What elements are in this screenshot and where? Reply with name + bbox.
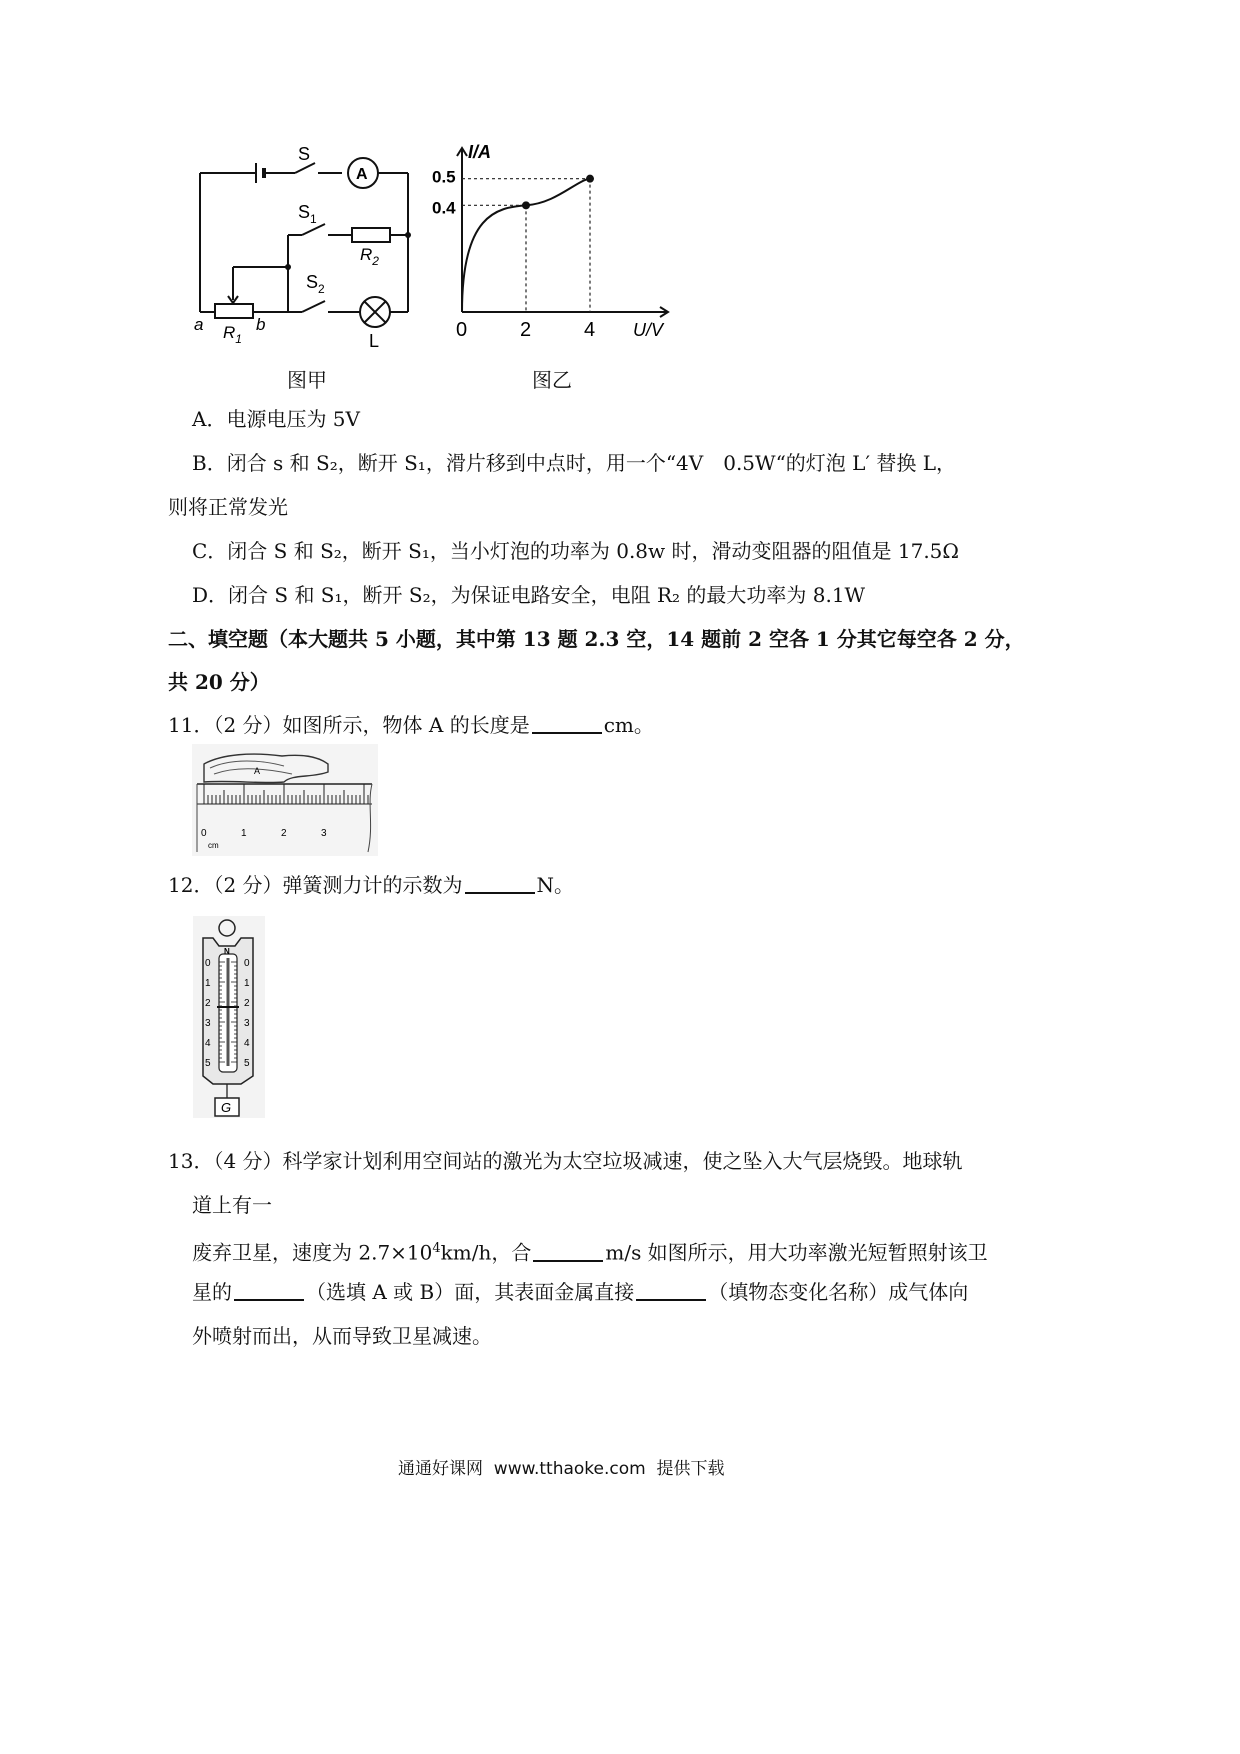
label-S2: S [306, 272, 319, 292]
question-13-line3: 废弃卫星，速度为 $2.7\times 10^4km/h$，合 m/s 如图所示，用大功率激光短暂照射该卫 [192, 1240, 988, 1265]
scale-label-left: 1 [205, 978, 211, 989]
question-13-line5: 外喷射而出，从而导致卫星减速。 [192, 1324, 492, 1348]
section2-heading-line2: 共 20 分） [168, 670, 270, 694]
question-13-line4: 星的 （选填 A 或 B）面，其表面金属直接 （填物态变化名称）成气体向 [192, 1280, 969, 1304]
label-S1: S [298, 202, 311, 222]
footer-source: 通通好课网 www.tthaoke.com 提供下载 [398, 1459, 725, 1479]
scale-label-left: 3 [205, 1018, 211, 1029]
svg-text:S2: $S_2$ [306, 272, 325, 296]
ruler-unit: cm [208, 841, 219, 850]
scale-label-right: 0 [244, 958, 250, 969]
svg-text:R2: $R_2$ [360, 245, 379, 268]
spring-scale-figure [193, 916, 265, 1118]
q11-answer-blank [532, 712, 602, 734]
scale-label-right: 1 [244, 978, 250, 989]
scale-label-left: 4 [205, 1038, 211, 1049]
x-tick-label: 0 [456, 319, 468, 341]
svg-text:S1: $S_1$ [298, 202, 317, 226]
fig-jia-caption: 图甲 [287, 368, 327, 392]
data-point [522, 201, 530, 209]
svg-text:R1: $R_1$ [223, 323, 242, 346]
fig-yi-caption: 图乙 [532, 368, 572, 392]
scale-unit: N [224, 947, 230, 956]
label-R1: R [223, 323, 236, 342]
scale-label-right: 5 [244, 1058, 250, 1069]
scale-label-left: 0 [205, 958, 211, 969]
scale-label-left: 5 [205, 1058, 211, 1069]
q12-answer-blank [465, 872, 535, 894]
y-tick-label: 0.4 [432, 198, 456, 218]
q13-blank-state-change [636, 1279, 706, 1301]
ruler-figure [192, 744, 378, 856]
label-a: a [194, 315, 204, 334]
x-tick-label: 4 [584, 319, 596, 341]
label-b: b [256, 315, 266, 334]
option-d: D．闭合 S 和 S₁，断开 S₂，为保证电路安全，电阻 R₂ 的最大功率为 8.1W [192, 583, 866, 607]
y-tick-label: 0.5 [432, 167, 456, 187]
option-c: C．闭合 S 和 S₂，断开 S₁，当小灯泡的功率为 0.8w 时，滑动变阻器的阻值是 17.5Ω [192, 539, 959, 563]
scale-label-right: 2 [244, 998, 250, 1009]
x-axis-label: U/V [633, 320, 664, 340]
ruler-label: 0 [201, 828, 207, 839]
scale-label-right: 4 [244, 1038, 250, 1049]
ruler-label: 3 [321, 828, 327, 839]
object-a-label: A [254, 766, 261, 776]
question-13-line1: 13．（4 分）科学家计划利用空间站的激光为太空垃圾减速，使之坠入大气层烧毁。地球轨 [168, 1149, 963, 1173]
label-S: S [298, 144, 311, 164]
scale-label-right: 3 [244, 1018, 250, 1029]
label-lamp: L [369, 331, 380, 351]
data-point [586, 175, 594, 183]
ruler-label: 2 [281, 828, 287, 839]
section2-heading-line1: 二、填空题（本大题共 5 小题，其中第 13 题 2.3 空，14 题前 2 空各 1 分其它每空各 2 分， [168, 627, 1025, 651]
y-axis-label: I/A [468, 142, 492, 162]
scale-label-left: 2 [205, 998, 211, 1009]
label-ammeter: A [356, 166, 368, 183]
ruler-label: 1 [241, 828, 247, 839]
option-b-line1: B．闭合 s 和 S₂，断开 S₁，滑片移到中点时，用一个“4V 0.5W“的灯泡 L′ 替换 L， [192, 451, 956, 475]
question-13-line2: 道上有一 [192, 1193, 272, 1217]
question-11: 11．（2 分）如图所示，物体 A 的长度是 cm。 [168, 713, 654, 737]
iu-graph [430, 140, 690, 380]
label-R2: R [360, 245, 373, 264]
q13-blank-speed [533, 1240, 603, 1262]
option-a: A．电源电压为 5V [192, 407, 360, 431]
option-b-line2: 则将正常发光 [168, 495, 288, 519]
q13-blank-face [234, 1279, 304, 1301]
x-tick-label: 2 [520, 319, 532, 341]
circuit-diagram [190, 140, 470, 380]
weight-g-label: G [221, 1100, 232, 1115]
question-12: 12．（2 分）弹簧测力计的示数为 N。 [168, 873, 575, 897]
